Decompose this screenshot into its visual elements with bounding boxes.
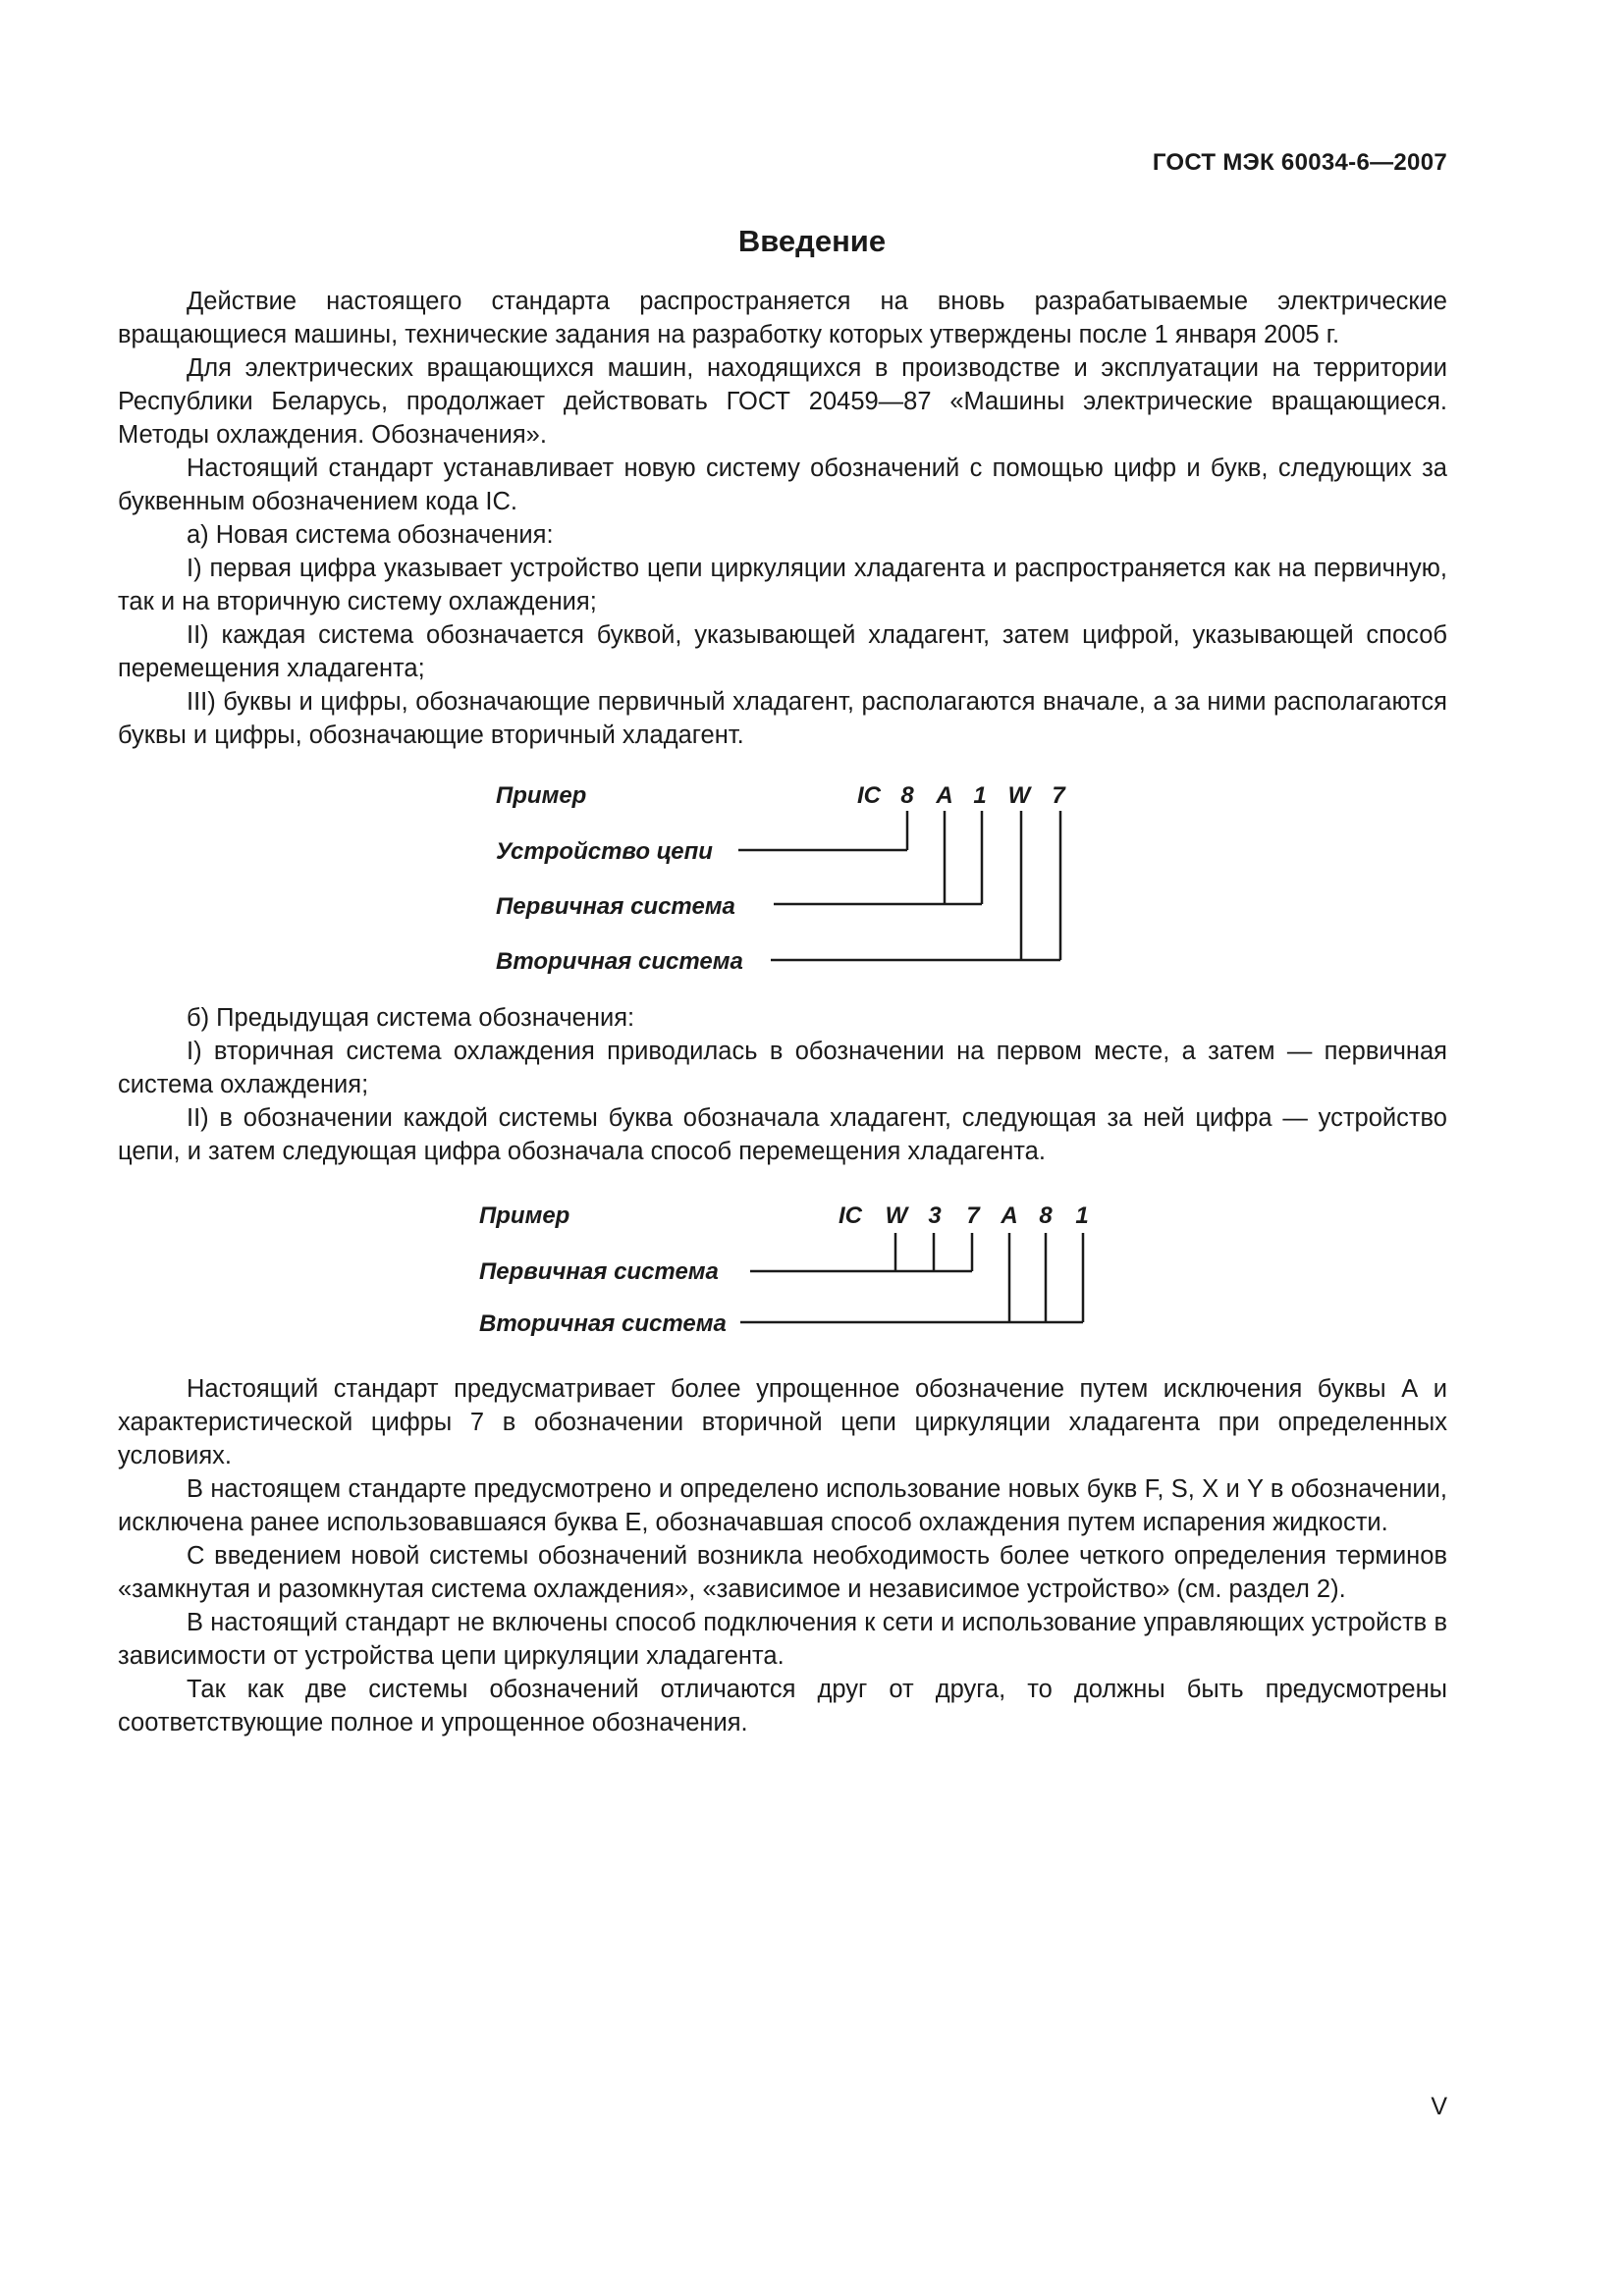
new-system-diagram <box>491 774 1100 982</box>
example-label: Пример <box>496 782 587 809</box>
code-letter-secondary: W <box>1007 782 1031 809</box>
previous-system-diagram <box>474 1192 1103 1349</box>
list-heading: а) Новая система обозначения: <box>187 521 554 549</box>
code-ic: IC <box>857 782 881 809</box>
paragraph: В настоящем стандарте предусмотрено и определено использование новых букв F, S, X и Y в обозначении, исключена ранее использовавшаяся буква Е, обозначавшая способ охлаждения путем испарения жидкости. <box>118 1475 1447 1536</box>
list-item: III) буквы и цифры, обозначающие первичный хладагент, располагаются вначале, а за ними располагаются буквы и цифры, обозначающие вторичный хладагент. <box>118 688 1447 749</box>
code-digit-primary: 1 <box>973 782 987 809</box>
list-item: I) вторичная система охлаждения приводилась в обозначении на первом месте, а затем — первичная система охлаждения; <box>118 1038 1447 1098</box>
paragraph: Настоящий стандарт устанавливает новую систему обозначений с помощью цифр и букв, следующих за буквенным обозначением кода IC. <box>118 454 1447 515</box>
code-digit-secondary: 7 <box>1052 782 1065 809</box>
closing-paragraphs <box>118 1372 1447 1739</box>
previous-system-paragraphs <box>118 1001 1447 1168</box>
code-digit-secondary-circuit: 3 <box>928 1202 942 1229</box>
code-letter-primary: A <box>936 782 953 809</box>
paragraph: В настоящий стандарт не включены способ подключения к сети и использование управляющих устройств в зависимости от устройства цепи циркуляции хладагента. <box>118 1609 1447 1670</box>
document-code-header: ГОСТ МЭК 60034-6—2007 <box>1152 149 1447 176</box>
code-digit-circuit: 8 <box>900 782 914 809</box>
intro-paragraphs <box>118 285 1447 752</box>
example-label: Пример <box>479 1202 570 1229</box>
paragraph: Действие настоящего стандарта распространяется на вновь разрабатываемые электрические вращающиеся машины, технические задания на разработку которых утверждены после 1 января 2005 г. <box>118 288 1447 348</box>
code-letter-secondary: W <box>885 1202 908 1229</box>
row-label-primary: Первичная система <box>479 1258 719 1285</box>
list-item: II) в обозначении каждой системы буква обозначала хладагент, следующая за ней цифра — устройство цепи, и затем следующая цифра обозначала способ перемещения хладагента. <box>118 1104 1447 1165</box>
page-number: V <box>1431 2093 1447 2120</box>
row-label-circuit: Устройство цепи <box>496 838 713 865</box>
paragraph: Для электрических вращающихся машин, находящихся в производстве и эксплуатации на территории Республики Беларусь, продолжает действовать ГОСТ 20459—87 «Машины электрические вращающиеся. Методы охлаждения. Обозначения». <box>118 354 1447 449</box>
code-digit-secondary-movement: 7 <box>966 1202 980 1229</box>
row-label-secondary: Вторичная система <box>496 948 743 975</box>
paragraph: С введением новой системы обозначений возникла необходимость более четкого определения терминов «замкнутая и разомкнутая система охлаждения», «зависимое и независимое устройство» (см. раздел 2). <box>118 1542 1447 1603</box>
code-ic: IC <box>839 1202 862 1229</box>
row-label-primary: Первичная система <box>496 893 735 920</box>
list-item: II) каждая система обозначается буквой, указывающей хладагент, затем цифрой, указывающей способ перемещения хладагента; <box>118 621 1447 682</box>
row-label-secondary: Вторичная система <box>479 1310 727 1337</box>
paragraph: Настоящий стандарт предусматривает более упрощенное обозначение путем исключения буквы А и характеристической цифры 7 в обозначении вторичной цепи циркуляции хладагента при определенных условиях. <box>118 1375 1447 1469</box>
code-digit-primary-movement: 1 <box>1075 1202 1089 1229</box>
list-heading: б) Предыдущая система обозначения: <box>187 1004 635 1032</box>
code-digit-primary-circuit: 8 <box>1039 1202 1053 1229</box>
code-letter-primary: A <box>1001 1202 1018 1229</box>
list-item: I) первая цифра указывает устройство цепи циркуляции хладагента и распространяется как на первичную, так и на вторичную систему охлаждения; <box>118 555 1447 615</box>
paragraph: Так как две системы обозначений отличаются друг от друга, то должны быть предусмотрены соответствующие полное и упрощенное обозначения. <box>118 1676 1447 1736</box>
section-title: Введение <box>737 224 887 258</box>
